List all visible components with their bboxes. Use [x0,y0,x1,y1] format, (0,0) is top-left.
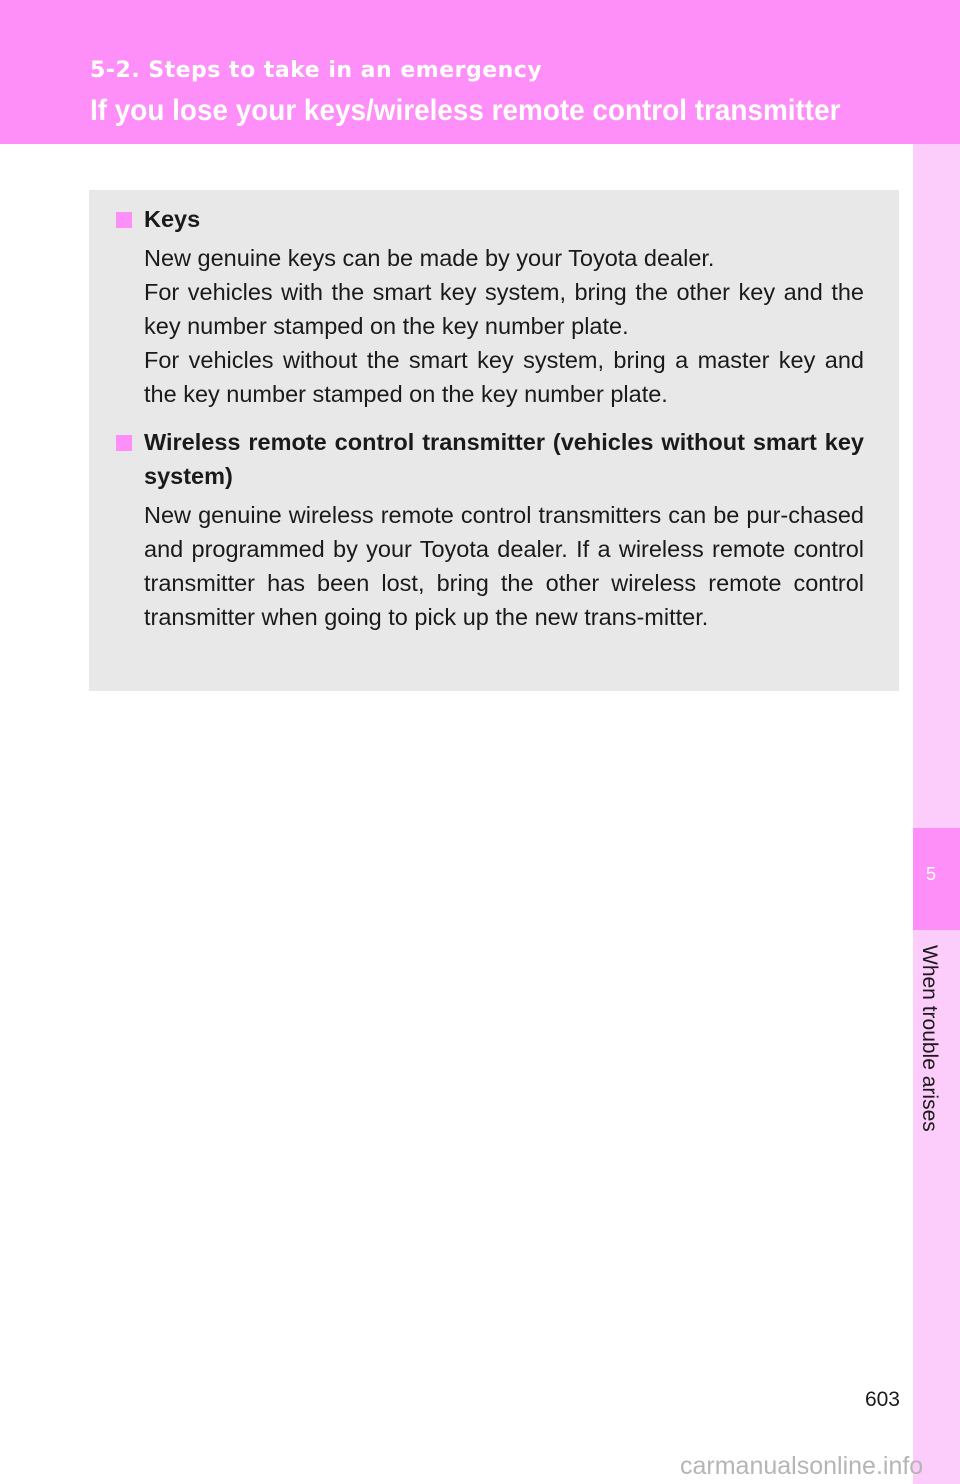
item-heading-text: Wireless remote control transmitter (vehicles without smart key system) [144,429,864,489]
item-body-keys [144,241,864,411]
paragraph: New genuine wireless remote control transmitters can be pur-chased and programmed by your Toyota dealer. If a wireless remote control transmitter has been lost, bring the other wireless remote control transmitter when going to pick up the new trans-mitter. [144,502,864,630]
paragraph: For vehicles without the smart key system, bring a master key and the key number stamped on the key number plate. [144,347,864,407]
paragraph: For vehicles with the smart key system, bring the other key and the key number stamped on the key number plate. [144,279,864,339]
item-heading-text: Keys [144,206,201,232]
paragraph: New genuine keys can be made by your Toyota dealer. [144,245,715,271]
item-heading-keys [116,202,864,236]
chapter-name: When trouble arises [918,945,941,1132]
item-heading-wireless-transmitter [116,425,864,493]
watermark: carmanualsonline.info [680,1452,924,1480]
item-body-wireless-transmitter [144,498,864,634]
section-label: 5-2. Steps to take in an emergency [90,58,543,83]
square-bullet-icon [116,435,132,451]
chapter-number: 5 [925,864,936,884]
page-title: If you lose your keys/wireless remote control transmitter [90,94,841,127]
square-bullet-icon [116,212,132,228]
side-tab-strip [913,144,960,1484]
page-number: 603 [864,1388,900,1411]
header-band [0,0,960,144]
